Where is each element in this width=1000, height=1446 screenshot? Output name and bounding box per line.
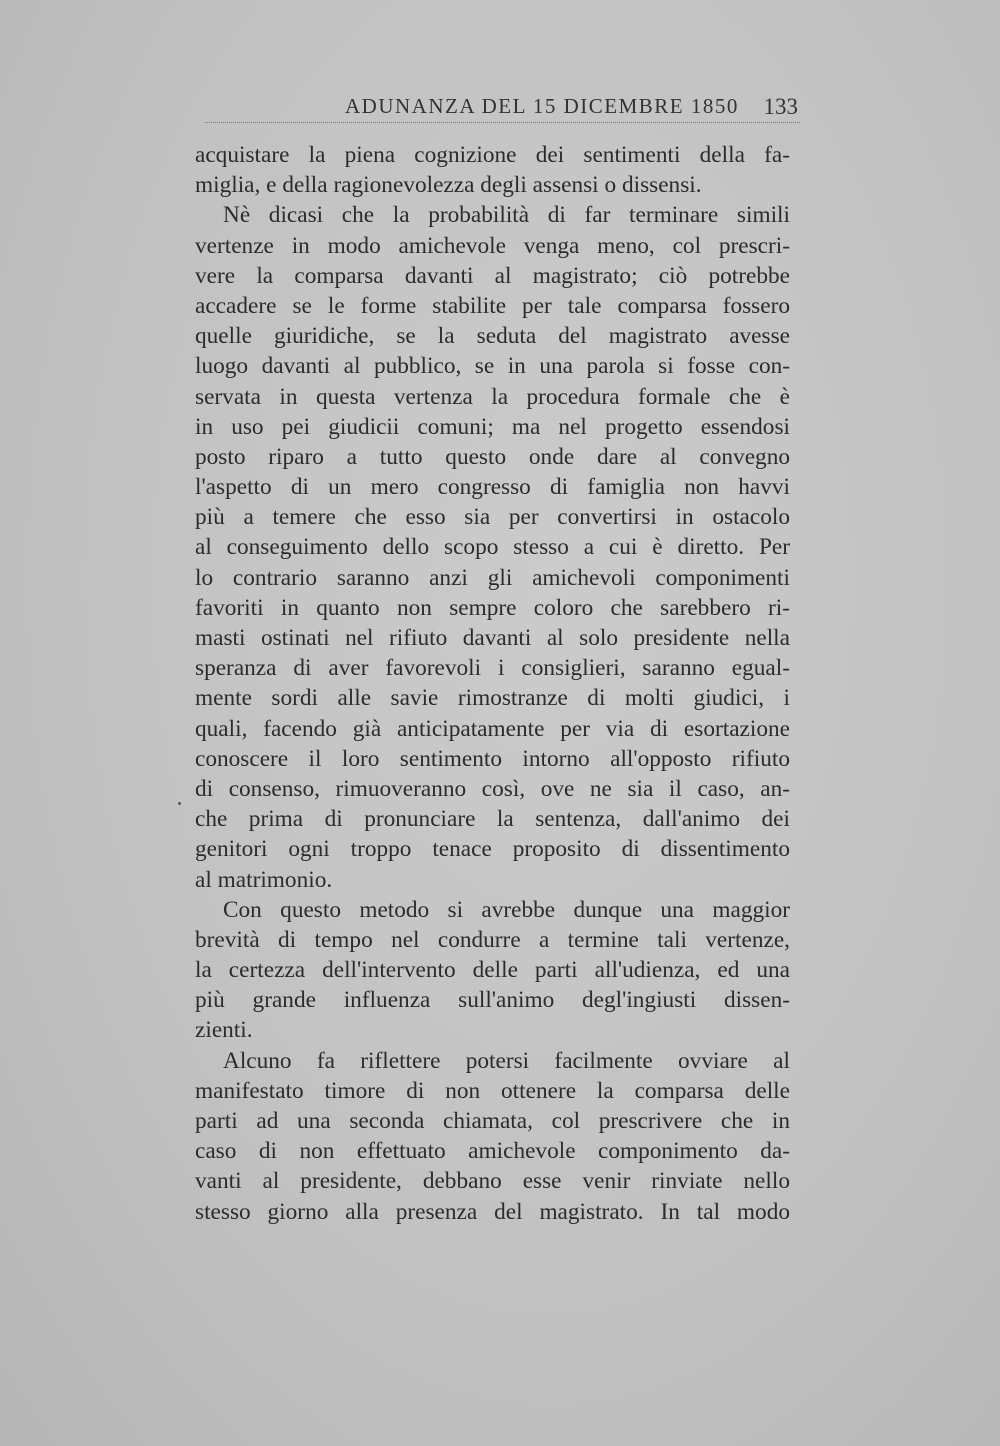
text-line: brevità di tempo nel condurre a termine tali vertenze, <box>195 926 790 953</box>
text-line: la certezza dell'intervento delle parti all'udienza, ed una <box>195 957 790 984</box>
text-line: vere la comparsa davanti al magistrato; ciò potrebbe <box>195 262 790 289</box>
body-text <box>195 140 790 1227</box>
ink-speck <box>178 802 181 805</box>
text-line: Con questo metodo si avrebbe dunque una maggior <box>223 896 790 923</box>
text-line: vanti al presidente, debbano esse venir rinviate nello <box>195 1168 790 1195</box>
text-line: lo contrario saranno anzi gli amichevoli componimenti <box>195 564 790 591</box>
text-line: zienti. <box>195 1017 253 1044</box>
running-header <box>205 92 800 123</box>
text-line: servata in questa vertenza la procedura formale che è <box>195 383 790 410</box>
text-line: al conseguimento dello scopo stesso a cui è diretto. Per <box>195 534 790 561</box>
text-line: genitori ogni troppo tenace proposito di dissentimento <box>195 836 790 863</box>
text-line: posto riparo a tutto questo onde dare al convegno <box>195 443 790 470</box>
text-line: speranza di aver favorevoli i consiglieri, saranno egual- <box>195 655 790 682</box>
text-line: parti ad una seconda chiamata, col prescrivere che in <box>195 1108 790 1134</box>
text-line: acquistare la piena cognizione dei sentimenti della fa- <box>195 142 790 168</box>
text-line: l'aspetto di un mero congresso di famiglia non havvi <box>195 474 790 501</box>
text-line: Alcuno fa riflettere potersi facilmente ovviare al <box>223 1047 790 1074</box>
text-line: in uso pei giudicii comuni; ma nel progetto essendosi <box>195 413 790 440</box>
text-line: quelle giuridiche, se la seduta del magistrato avesse <box>195 323 790 350</box>
text-line: che prima di pronunciare la sentenza, dall'animo dei <box>195 806 790 833</box>
text-line: quali, facendo già anticipatamente per via di esortazione <box>195 715 790 742</box>
text-line: Nè dicasi che la probabilità di far terminare simili <box>223 202 790 229</box>
text-line: manifestato timore di non ottenere la comparsa delle <box>195 1077 790 1104</box>
text-line: più a temere che esso sia per convertirsi in ostacolo <box>195 504 790 531</box>
text-line: vertenze in modo amichevole venga meno, col prescri- <box>195 232 790 259</box>
text-line: conoscere il loro sentimento intorno all'opposto rifiuto <box>195 745 790 772</box>
text-line: caso di non effettuato amichevole componimento da- <box>195 1138 790 1165</box>
header-title: ADUNANZA DEL 15 DICEMBRE 1850 <box>345 94 739 118</box>
text-line: più grande influenza sull'animo degl'ingiusti dissen- <box>195 987 790 1014</box>
page-number: 133 <box>763 94 798 119</box>
text-line: mente sordi alle savie rimostranze di molti giudici, i <box>195 685 790 712</box>
text-line: stesso giorno alla presenza del magistrato. In tal modo <box>195 1198 790 1225</box>
text-line: accadere se le forme stabilite per tale comparsa fossero <box>195 292 790 319</box>
text-line: masti ostinati nel rifiuto davanti al solo presidente nella <box>195 625 790 651</box>
text-line: al matrimonio. <box>195 866 333 893</box>
text-line: luogo davanti al pubblico, se in una parola si fosse con- <box>195 353 790 380</box>
text-line: di consenso, rimuoveranno così, ove ne sia il caso, an- <box>195 775 790 802</box>
text-line: miglia, e della ragionevolezza degli assensi o dissensi. <box>195 172 702 199</box>
text-line: favoriti in quanto non sempre coloro che sarebbero ri- <box>195 594 790 621</box>
